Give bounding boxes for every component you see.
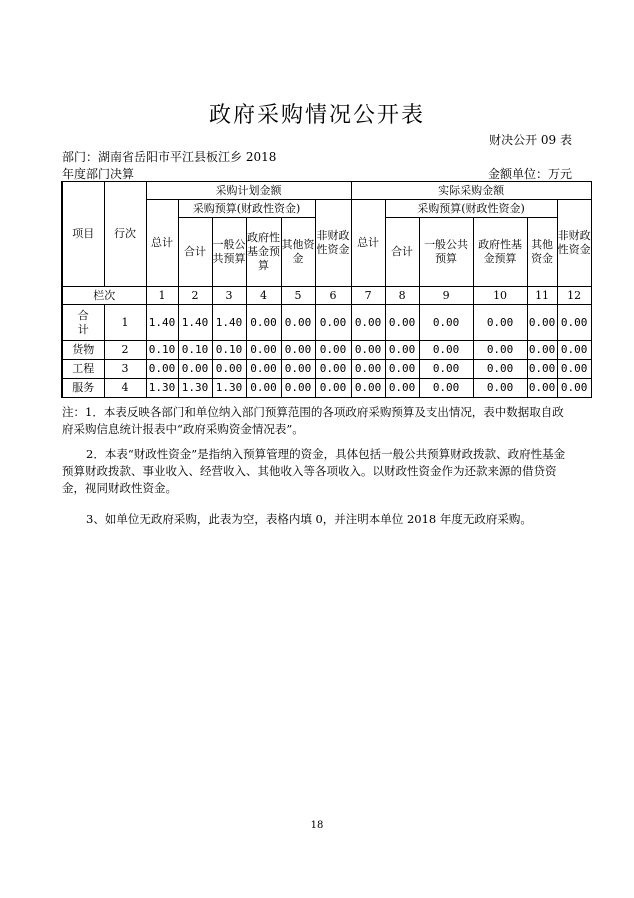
table-cell: 0.00 [473,341,527,360]
column-number: 6 [315,287,351,305]
table-row [62,341,591,360]
table-cell: 0.00 [246,341,281,360]
column-number: 9 [419,287,473,305]
table-row [62,379,591,398]
form-number: 财决公开 09 表 [489,133,572,147]
header-actual-total: 总计 [351,200,385,287]
table-cell: 0.00 [419,305,473,341]
note-2: 2．本表“财政性资金”是指纳入预算管理的资金，具体包括一般公共预算财政拨款、政府性基金预算财政拨款、事业收入、经营收入、其他收入等各项收入。以财政性资金作为还款来源的借贷资金，视同财政性资金。 [62,447,566,495]
table-cell: 0.00 [385,360,419,379]
column-number: 11 [527,287,557,305]
table-cell: 1.30 [178,379,212,398]
column-number-label: 栏次 [62,287,146,305]
row-name: 合计 [62,305,104,341]
table-cell: 0.00 [351,341,385,360]
table-cell: 0.00 [473,360,527,379]
table-cell: 0.00 [212,360,246,379]
header-actual-subtotal: 合计 [385,218,419,287]
header-plan-general-public: 一般公共预算 [212,218,246,287]
table-cell: 0.00 [385,379,419,398]
header-plan-other-fund: 其他资金 [281,218,315,287]
table-cell: 1.30 [212,379,246,398]
table-cell: 0.00 [351,360,385,379]
header-actual-budget-group: 采购预算(财政性资金) [385,200,557,218]
column-number: 8 [385,287,419,305]
note-3: 3、如单位无政府采购，此表为空，表格内填 0，并注明本单位 2018 年度无政府采购。 [86,512,532,526]
table-cell: 0.00 [315,379,351,398]
table-cell: 0.00 [419,341,473,360]
header-plan-gov-fund: 政府性基金预算 [246,218,281,287]
row-line: 2 [104,341,146,360]
table-cell: 0.00 [419,379,473,398]
table-cell: 0.00 [178,360,212,379]
column-number: 7 [351,287,385,305]
table-cell: 0.00 [527,305,557,341]
table-cell: 0.00 [281,379,315,398]
table-cell: 0.00 [473,379,527,398]
table-cell: 0.00 [419,360,473,379]
row-name: 工程 [62,360,104,379]
table-cell: 0.00 [557,379,591,398]
column-number: 2 [178,287,212,305]
table-cell: 0.00 [351,379,385,398]
table-row [62,305,591,341]
table-cell: 0.10 [212,341,246,360]
header-plan-group: 采购计划金额 [146,182,351,200]
table-row [62,360,591,379]
header-actual-general-public: 一般公共预算 [419,218,473,287]
header-actual-non-fiscal: 非财政性资金 [557,200,591,287]
table-cell: 0.00 [527,341,557,360]
table-cell: 0.00 [246,360,281,379]
header-item: 项目 [62,182,104,287]
table-cell: 0.00 [315,341,351,360]
header-plan-budget-group: 采购预算(财政性资金) [178,200,315,218]
header-plan-non-fiscal: 非财政性资金 [315,200,351,287]
page-number: 18 [310,820,324,831]
table-cell: 0.00 [473,305,527,341]
table-cell: 0.00 [315,360,351,379]
row-name: 服务 [62,379,104,398]
table-cell: 0.00 [246,305,281,341]
table-cell: 0.00 [527,379,557,398]
header-actual-other-fund: 其他资金 [527,218,557,287]
header-line: 行次 [104,182,146,287]
table-cell: 0.00 [527,360,557,379]
department-label: 部门：湖南省岳阳市平江县板江乡 2018 [62,150,277,164]
table-cell: 0.00 [246,379,281,398]
page-title: 政府采购情况公开表 [208,103,425,128]
table-cell: 0.00 [557,341,591,360]
column-number: 1 [146,287,178,305]
row-line: 1 [104,305,146,341]
table-cell: 0.00 [281,341,315,360]
table-cell: 0.10 [146,341,178,360]
table-cell: 0.00 [557,360,591,379]
table-cell: 0.00 [281,360,315,379]
table-cell: 0.00 [385,341,419,360]
column-number: 12 [557,287,591,305]
table-cell: 0.00 [146,360,178,379]
table-cell: 0.10 [178,341,212,360]
column-number: 10 [473,287,527,305]
unit-label: 金额单位：万元 [487,167,572,181]
table-cell: 1.40 [212,305,246,341]
table-cell: 0.00 [315,305,351,341]
notes-section [62,404,574,528]
table-cell: 0.00 [351,305,385,341]
table-cell: 1.40 [178,305,212,341]
table-cell: 1.30 [146,379,178,398]
year-label: 年度部门决算 [62,167,135,181]
row-line: 3 [104,360,146,379]
table-cell: 1.40 [146,305,178,341]
note-1: 注：1．本表反映各部门和单位纳入部门预算范围的各项政府采购预算及支出情况，表中数据取自政府采购信息统计报表中“政府采购资金情况表”。 [62,405,564,436]
row-name: 货物 [62,341,104,360]
header-actual-group: 实际采购金额 [351,182,591,200]
column-number: 3 [212,287,246,305]
table-cell: 0.00 [281,305,315,341]
column-number: 5 [281,287,315,305]
header-plan-subtotal: 合计 [178,218,212,287]
row-line: 4 [104,379,146,398]
header-plan-total: 总计 [146,200,178,287]
table-cell: 0.00 [385,305,419,341]
column-number: 4 [246,287,281,305]
header-actual-gov-fund: 政府性基金预算 [473,218,527,287]
procurement-table [61,181,592,398]
table-cell: 0.00 [557,305,591,341]
